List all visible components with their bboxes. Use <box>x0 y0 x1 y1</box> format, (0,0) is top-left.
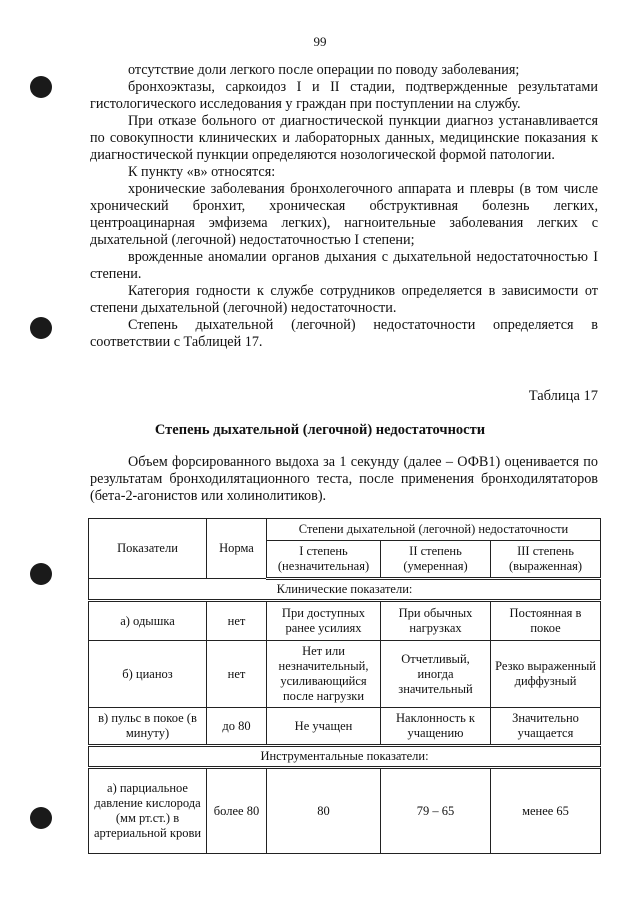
paragraph: хронические заболевания бронхолегочного аппарата и плевры (в том числе хронический бронхит, хроническая обструктивная болезнь легких, центроацинарная эмфизема легких), нагноительные заболевания легких с дыхательной (легочной) недостаточностью I степени; <box>90 181 598 248</box>
binder-hole-2 <box>30 317 52 339</box>
header-indicators: Показатели <box>89 519 207 579</box>
cell-norm: до 80 <box>207 708 267 746</box>
table-header-row <box>89 519 601 541</box>
intro-text <box>90 454 598 505</box>
section-instrumental: Инструментальные показатели: <box>89 746 601 768</box>
body-text <box>90 62 598 351</box>
cell-degree-1: Не учащен <box>267 708 381 746</box>
header-degrees: Степени дыхательной (легочной) недостаточности <box>267 519 601 541</box>
cell-degree-2: 79 – 65 <box>381 768 491 854</box>
cell-degree-3: Значительно учащается <box>491 708 601 746</box>
table-label: Таблица 17 <box>528 388 598 404</box>
section-row <box>89 579 601 601</box>
paragraph: Категория годности к службе сотрудников определяется в зависимости от степени дыхательной (легочной) недостаточности. <box>90 283 598 316</box>
cell-degree-3: менее 65 <box>491 768 601 854</box>
cell-norm: более 80 <box>207 768 267 854</box>
table-row <box>89 641 601 708</box>
cell-degree-1: 80 <box>267 768 381 854</box>
cell-name: б) цианоз <box>89 641 207 708</box>
cell-degree-3: Резко выраженный диффузный <box>491 641 601 708</box>
cell-degree-1: При доступных ранее усилиях <box>267 601 381 641</box>
paragraph: Объем форсированного выдоха за 1 секунду (далее – ОФВ1) оценивается по результатам бронходилятационного теста, после применения бронходилятаторов (бета-2-агонистов или холинолитиков). <box>90 454 598 504</box>
binder-hole-4 <box>30 807 52 829</box>
page-number: 99 <box>313 34 327 49</box>
header-degree-3: III степень (выраженная) <box>491 541 601 579</box>
cell-degree-2: Наклонность к учащению <box>381 708 491 746</box>
cell-name: в) пульс в покое (в минуту) <box>89 708 207 746</box>
section-clinical: Клинические показатели: <box>89 579 601 601</box>
cell-degree-2: При обычных нагрузках <box>381 601 491 641</box>
paragraph: При отказе больного от диагностической пункции диагноз устанавливается по совокупности клинических и лабораторных данных, медицинские показания к диагностической пункции определяются нозологической формой патологии. <box>90 113 598 163</box>
insufficiency-table <box>88 518 601 854</box>
table-row <box>89 708 601 746</box>
header-degree-2: II степень (умеренная) <box>381 541 491 579</box>
table-row <box>89 768 601 854</box>
paragraph: врожденные аномалии органов дыхания с дыхательной недостаточностью I степени. <box>90 249 598 282</box>
header-degree-1: I степень (незначительная) <box>267 541 381 579</box>
paragraph: бронхоэктазы, саркоидоз I и II стадии, подтвержденные результатами гистологического исследования у граждан при поступлении на службу. <box>90 79 598 112</box>
header-norm: Норма <box>207 519 267 579</box>
cell-degree-1: Нет или незначительный, усиливающийся после нагрузки <box>267 641 381 708</box>
cell-degree-3: Постоянная в покое <box>491 601 601 641</box>
cell-degree-2: Отчетливый, иногда значительный <box>381 641 491 708</box>
binder-hole-1 <box>30 76 52 98</box>
paragraph: Степень дыхательной (легочной) недостаточности определяется в соответствии с Таблицей 17. <box>90 317 598 350</box>
cell-name: а) парциальное давление кислорода (мм рт.ст.) в артериальной крови <box>89 768 207 854</box>
cell-norm: нет <box>207 641 267 708</box>
cell-name: а) одышка <box>89 601 207 641</box>
paragraph: отсутствие доли легкого после операции по поводу заболевания; <box>128 62 520 78</box>
section-row <box>89 746 601 768</box>
binder-hole-3 <box>30 563 52 585</box>
table-row <box>89 601 601 641</box>
paragraph: К пункту «в» относятся: <box>128 164 276 180</box>
table-title: Степень дыхательной (легочной) недостаточности <box>154 422 486 438</box>
cell-norm: нет <box>207 601 267 641</box>
